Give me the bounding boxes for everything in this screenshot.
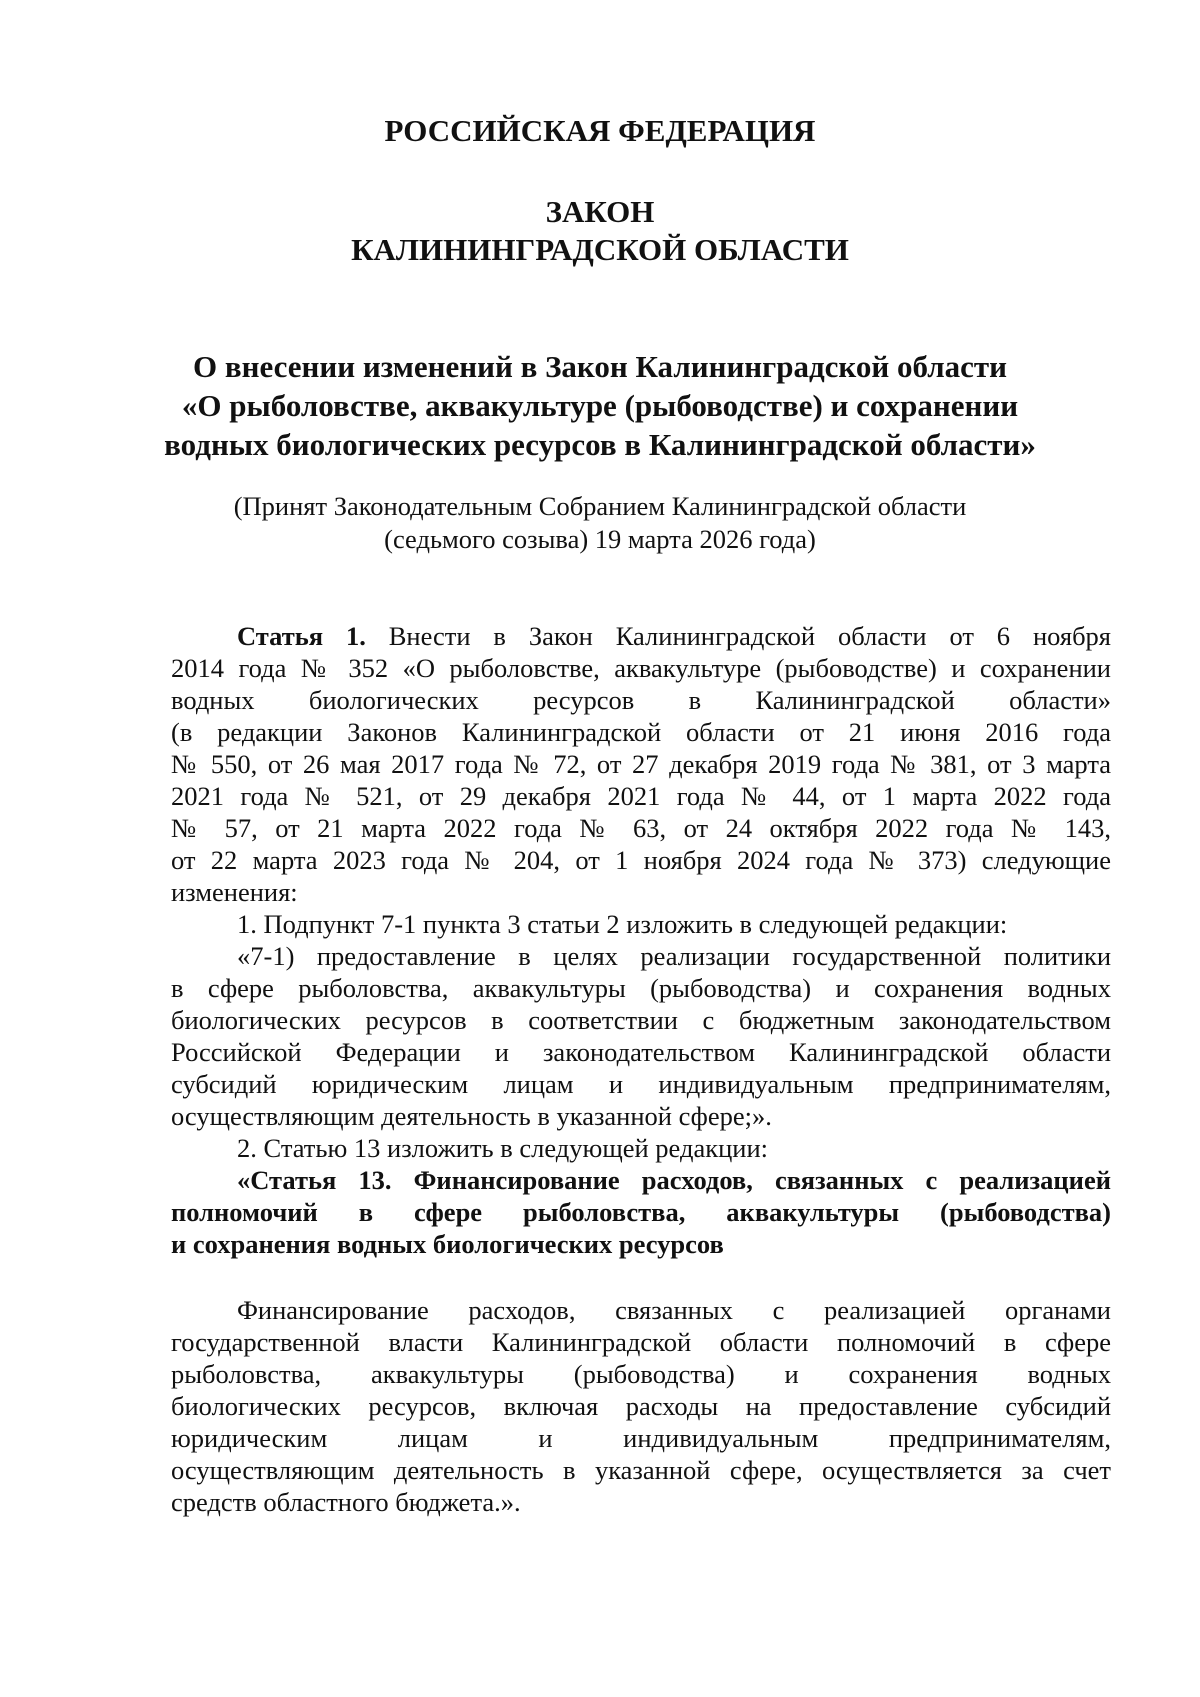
article13-title-line: полномочий в сфере рыболовства, аквакультуры (рыбоводства) [171,1197,1111,1227]
law-title-line2: «О рыболовстве, аквакультуре (рыбоводстве) и сохранении [181,388,1019,423]
article13-text-line: биологических ресурсов, включая расходы на предоставление субсидий [171,1391,1111,1421]
article1-line: 2021 года № 521, от 29 декабря 2021 года № 44, от 1 марта 2022 года [171,781,1111,811]
article13-text-line: рыболовства, аквакультуры (рыбоводства) и сохранения водных [171,1359,1111,1389]
article1-line: водных биологических ресурсов в Калининградской области» [171,685,1111,715]
article1-first-line [237,620,1111,652]
adoption-note-line2: (седьмого созыва) 19 марта 2026 года) [384,524,816,554]
article13-text-line: Финансирование расходов, связанных с реализацией органами [237,1295,1111,1325]
article13-text-line: осуществляющим деятельность в указанной сфере, осуществляется за счет [171,1455,1111,1485]
law-heading-line1: ЗАКОН [545,194,655,229]
law-title-line1: О внесении изменений в Закон Калининградской области [193,349,1007,384]
article13-text-line: средств областного бюджета.». [171,1487,521,1517]
article13-title-line: и сохранения водных биологических ресурсов [171,1229,724,1259]
item1-line: в сфере рыболовства, аквакультуры (рыбоводства) и сохранения водных [171,973,1111,1003]
country-heading: РОССИЙСКАЯ ФЕДЕРАЦИЯ [384,113,816,148]
law-title [0,347,1200,464]
item1-line: «7-1) предоставление в целях реализации государственной политики [237,941,1111,971]
article1-line: 2014 года № 352 «О рыболовстве, аквакультуре (рыбоводстве) и сохранении [171,653,1111,683]
item1-line: Российской Федерации и законодательством Калининградской области [171,1037,1111,1067]
adoption-note [0,490,1200,556]
article1-line: изменения: [171,877,298,907]
article1-line: от 22 марта 2023 года № 204, от 1 ноября 2024 года № 373) следующие [171,845,1111,875]
article1-label: Статья 1. [237,621,366,651]
law-title-line3: водных биологических ресурсов в Калининградской области» [164,427,1036,462]
article1-line: № 550, от 26 мая 2017 года № 72, от 27 декабря 2019 года № 381, от 3 марта [171,749,1111,779]
article1-first-line-text: Внести в Закон Калининградской области от 6 ноября [365,621,1111,651]
article13-title-line: «Статья 13. Финансирование расходов, связанных с реализацией [237,1165,1111,1195]
article1-line: № 57, от 21 марта 2022 года № 63, от 24 октября 2022 года № 143, [171,813,1111,843]
article13-text-line: государственной власти Калининградской области полномочий в сфере [171,1327,1111,1357]
article13-text-line: юридическим лицам и индивидуальным предпринимателям, [171,1423,1111,1453]
item2-heading: 2. Статью 13 изложить в следующей редакции: [237,1133,768,1163]
law-heading-line2: КАЛИНИНГРАДСКОЙ ОБЛАСТИ [351,232,849,267]
adoption-note-line1: (Принят Законодательным Собранием Калининградской области [233,491,967,521]
law-heading [0,193,1200,269]
item1-line: биологических ресурсов в соответствии с бюджетным законодательством [171,1005,1111,1035]
article1-line: (в редакции Законов Калининградской области от 21 июня 2016 года [171,717,1111,747]
item1-line: субсидий юридическим лицам и индивидуальным предпринимателям, [171,1069,1111,1099]
item1-heading: 1. Подпункт 7-1 пункта 3 статьи 2 изложить в следующей редакции: [237,909,1008,939]
item1-line: осуществляющим деятельность в указанной сфере;». [171,1101,772,1131]
